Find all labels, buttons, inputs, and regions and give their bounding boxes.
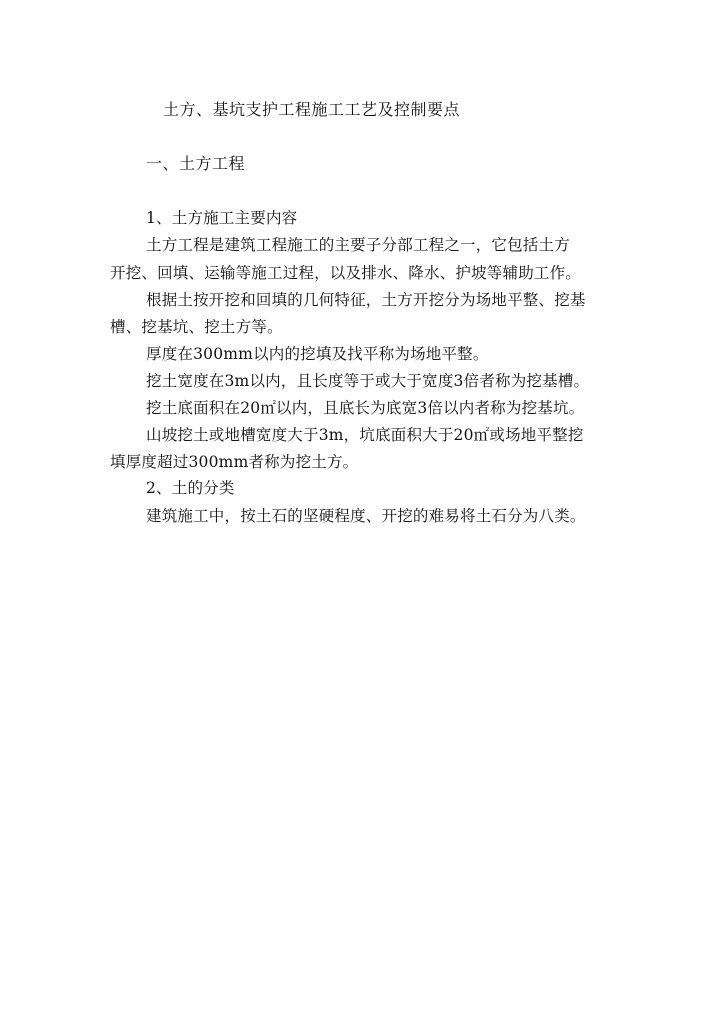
paragraph-6-line-2: 填厚度超过300mm者称为挖土方。 xyxy=(110,453,359,471)
document-title: 土方、基坑支护工程施工工艺及控制要点 xyxy=(163,100,461,119)
section-heading: 一、土方工程 xyxy=(146,154,246,173)
paragraph-7: 建筑施工中，按土石的坚硬程度、开挖的难易将土石分为八类。 xyxy=(146,507,586,525)
paragraph-2-line-2: 槽、挖基坑、挖土方等。 xyxy=(110,318,283,336)
paragraph-1-line-1: 土方工程是建筑工程施工的主要子分部工程之一，它包括土方 xyxy=(146,236,570,254)
paragraph-2-line-1: 根据土按开挖和回填的几何特征，土方开挖分为场地平整、挖基 xyxy=(146,291,586,309)
paragraph-1-line-2: 开挖、回填、运输等施工过程，以及排水、降水、护坡等辅助工作。 xyxy=(110,264,582,282)
subsection-heading-2: 2、土的分类 xyxy=(146,479,235,497)
subsection-heading-1: 1、土方施工主要内容 xyxy=(146,209,298,227)
paragraph-5: 挖土底面积在20㎡以内，且底长为底宽3倍以内者称为挖基坑。 xyxy=(146,399,585,417)
paragraph-3: 厚度在300mm以内的挖填及找平称为场地平整。 xyxy=(146,345,489,363)
paragraph-4: 挖土宽度在3m以内，且长度等于或大于宽度3倍者称为挖基槽。 xyxy=(146,372,590,390)
paragraph-6-line-1: 山坡挖土或地槽宽度大于3m，坑底面积大于20㎡或场地平整挖 xyxy=(146,426,584,444)
